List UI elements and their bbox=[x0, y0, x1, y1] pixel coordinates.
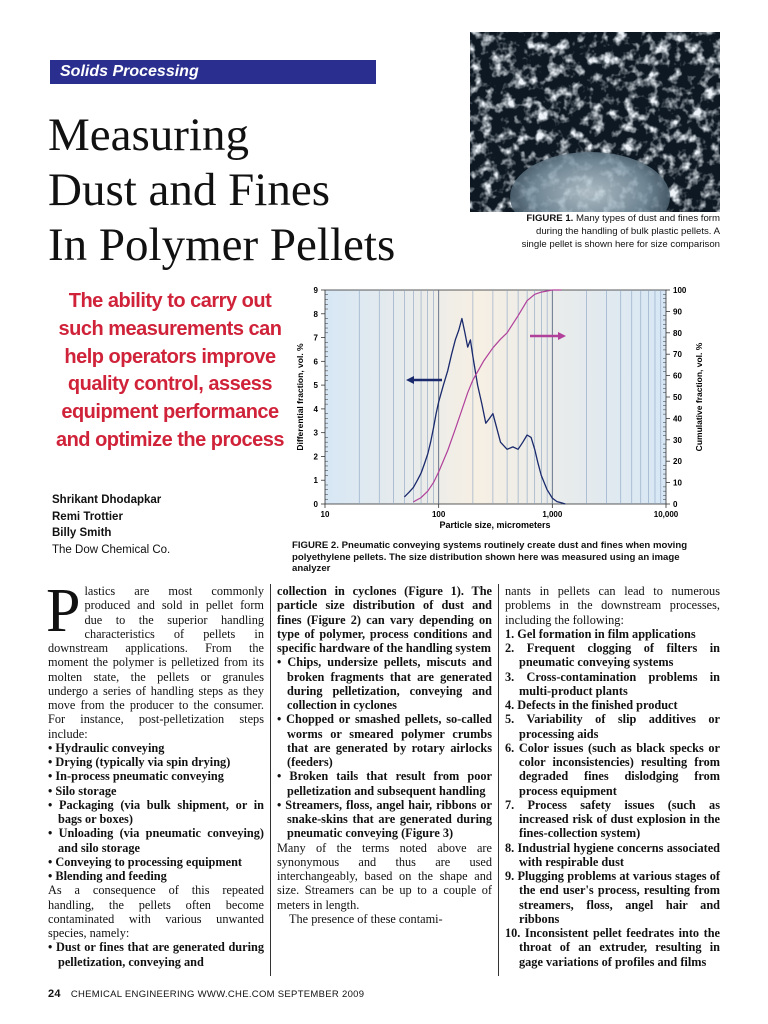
column-divider bbox=[498, 584, 499, 976]
list-item: 8. Industrial hygiene concerns associated with respirable dust bbox=[505, 840, 720, 869]
page-footer bbox=[48, 988, 364, 1000]
x-tick-label: 10 bbox=[320, 510, 330, 519]
list-item: • Conveying to processing equipment bbox=[48, 854, 243, 869]
deck-text: The ability to carry out such measurements can help operators improve quality control, assess equipment performance and optimize the process bbox=[55, 290, 285, 451]
list-item: 4. Defects in the finished product bbox=[505, 698, 678, 712]
y2-tick-label: 100 bbox=[673, 286, 687, 295]
list-item: 3. Cross-contamination problems in multi-product plants bbox=[505, 669, 720, 698]
list-item: • Silo storage bbox=[48, 783, 117, 798]
list-item: 7. Process safety issues (such as increased risk of dust explosion in the fines-collection system) bbox=[505, 797, 720, 841]
figure2-text: Pneumatic conveying systems routinely create dust and fines when moving polyethylene pellets. The size distribution shown here was measured using an image analyzer bbox=[292, 540, 688, 574]
y2-tick-label: 30 bbox=[673, 435, 682, 445]
footer-text: CHEMICAL ENGINEERING WWW.CHE.COM SEPTEMBER 2009 bbox=[70, 989, 365, 1000]
x-tick-label: 10,000 bbox=[653, 510, 679, 519]
list-item: 10. Inconsistent pellet feedrates into the throat of an extruder, resulting in gage variations of profiles and films bbox=[505, 926, 720, 969]
body-column-2 bbox=[277, 584, 492, 926]
list-item: 1. Gel formation in film applications bbox=[505, 626, 696, 641]
y2-tick-label: 90 bbox=[673, 307, 682, 317]
y2-tick-label: 60 bbox=[673, 371, 682, 381]
figure2-caption bbox=[292, 540, 714, 575]
list-item: 5. Variability of slip additives or processing aids bbox=[505, 712, 720, 741]
y2-tick-label: 80 bbox=[673, 328, 682, 338]
intro-paragraph: lastics are most commonly produced and sold in pellet form due to the superior handling characteristics of pellets in downstream applications. From the moment the polymer is pelletized from its molten state, the pellets or granules undergo a series of handling steps as they move from the producer to the consumer. For instance, post-pelletization steps include: bbox=[48, 584, 264, 741]
section-label: Solids Processing bbox=[50, 60, 376, 84]
y-tick-label: 2 bbox=[313, 452, 318, 462]
paragraph: The presence of these contami- bbox=[289, 911, 443, 926]
title-line-1: Measuring bbox=[48, 109, 250, 161]
y-axis-label: Differential fraction, vol. % bbox=[295, 343, 305, 451]
y-tick-label: 8 bbox=[313, 309, 318, 319]
list-item: 6. Color issues (such as black specks or color inconsistencies) resulting from degraded fines dislodging from process equipment bbox=[505, 740, 720, 798]
list-item: • Broken tails that result from poor pelletization and subsequent handling bbox=[277, 769, 492, 798]
title-line-2: Dust and Fines bbox=[48, 164, 330, 216]
x-tick-label: 100 bbox=[431, 510, 446, 519]
body-column-3 bbox=[505, 584, 720, 969]
author-name: Shrikant Dhodapkar bbox=[52, 494, 162, 506]
author-block bbox=[52, 492, 170, 558]
list-item: • Chopped or smashed pellets, so-called worms or smeared polymer crumbs that are generated by rotary airlocks (feeders) bbox=[277, 712, 492, 769]
x-tick-label: 1,000 bbox=[542, 510, 563, 519]
figure1-label: FIGURE 1. bbox=[526, 213, 574, 224]
y-tick-label: 3 bbox=[313, 428, 318, 438]
page-number: 24 bbox=[48, 988, 61, 1000]
figure2-label: FIGURE 2. bbox=[292, 540, 339, 551]
y-tick-label: 9 bbox=[313, 286, 318, 295]
x-axis-label: Particle size, micrometers bbox=[439, 520, 551, 530]
paragraph: nants in pellets can lead to numerous problems in the downstream processes, including the following: bbox=[505, 584, 720, 627]
list-item: • Dust or fines that are generated during pelletization, conveying and bbox=[48, 940, 264, 969]
article-title bbox=[48, 108, 518, 273]
y2-axis-label: Cumulative fraction, vol. % bbox=[694, 342, 704, 452]
plot-area bbox=[325, 290, 666, 504]
y-tick-label: 7 bbox=[313, 333, 318, 343]
y2-tick-label: 10 bbox=[673, 478, 682, 488]
y2-tick-label: 70 bbox=[673, 350, 682, 360]
figure1-caption bbox=[520, 212, 720, 251]
paragraph: collection in cyclones (Figure 1). The particle size distribution of dust and fines (Figure 2) can vary depending on type of polymer, process conditions and specific hardware of the handling system bbox=[277, 584, 492, 655]
list-item: • Streamers, floss, angel hair, ribbons or snake-skins that are generated during pneumatic conveying (Figure 3) bbox=[277, 797, 492, 841]
y-tick-label: 5 bbox=[313, 381, 318, 391]
list-item: • Unloading (via pneumatic conveying) and silo storage bbox=[48, 826, 264, 855]
list-item: • Chips, undersize pellets, miscuts and broken fragments that are generated during pelletization, conveying and collection in cyclones bbox=[277, 655, 492, 712]
column-divider bbox=[270, 584, 271, 976]
author-name: Remi Trottier bbox=[52, 510, 123, 523]
list-item: • In-process pneumatic conveying bbox=[48, 769, 224, 784]
author-name: Billy Smith bbox=[52, 527, 112, 539]
title-line-3: In Polymer Pellets bbox=[48, 219, 396, 271]
list-item: • Blending and feeding bbox=[48, 869, 167, 883]
list-item: 9. Plugging problems at various stages of the end user's process, resulting from streamers, floss, angel hair and ribbons bbox=[505, 869, 720, 926]
y2-tick-label: 50 bbox=[673, 393, 682, 402]
paragraph: Many of the terms noted above are synonymous and thus are used interchangeably, based on the shape and size. Streamers can be up to a couple of meters in length. bbox=[277, 840, 492, 912]
y2-tick-label: 0 bbox=[673, 500, 678, 509]
y-tick-label: 4 bbox=[313, 404, 318, 414]
list-item: • Drying (typically via spin drying) bbox=[48, 755, 231, 769]
drop-cap: P bbox=[46, 577, 81, 645]
y-tick-label: 0 bbox=[313, 500, 318, 509]
figure1-text: Many types of dust and fines form during the handling of bulk plastic pellets. A single pellet is shown here for size comparison bbox=[521, 213, 720, 250]
author-affiliation: The Dow Chemical Co. bbox=[52, 543, 171, 556]
body-column-1 bbox=[46, 577, 264, 969]
y-tick-label: 1 bbox=[313, 476, 318, 486]
y-tick-label: 6 bbox=[313, 357, 318, 367]
y2-tick-label: 20 bbox=[673, 457, 682, 467]
paragraph: As a consequence of this repeated handling, the pellets often become contaminated with various unwanted species, namely: bbox=[48, 883, 264, 940]
list-item: • Hydraulic conveying bbox=[48, 740, 165, 755]
size-distribution-chart bbox=[290, 282, 720, 534]
list-item: 2. Frequent clogging of filters in pneumatic conveying systems bbox=[505, 641, 720, 670]
y2-tick-label: 40 bbox=[673, 414, 682, 424]
list-item: • Packaging (via bulk shipment, or in bags or boxes) bbox=[48, 797, 264, 826]
